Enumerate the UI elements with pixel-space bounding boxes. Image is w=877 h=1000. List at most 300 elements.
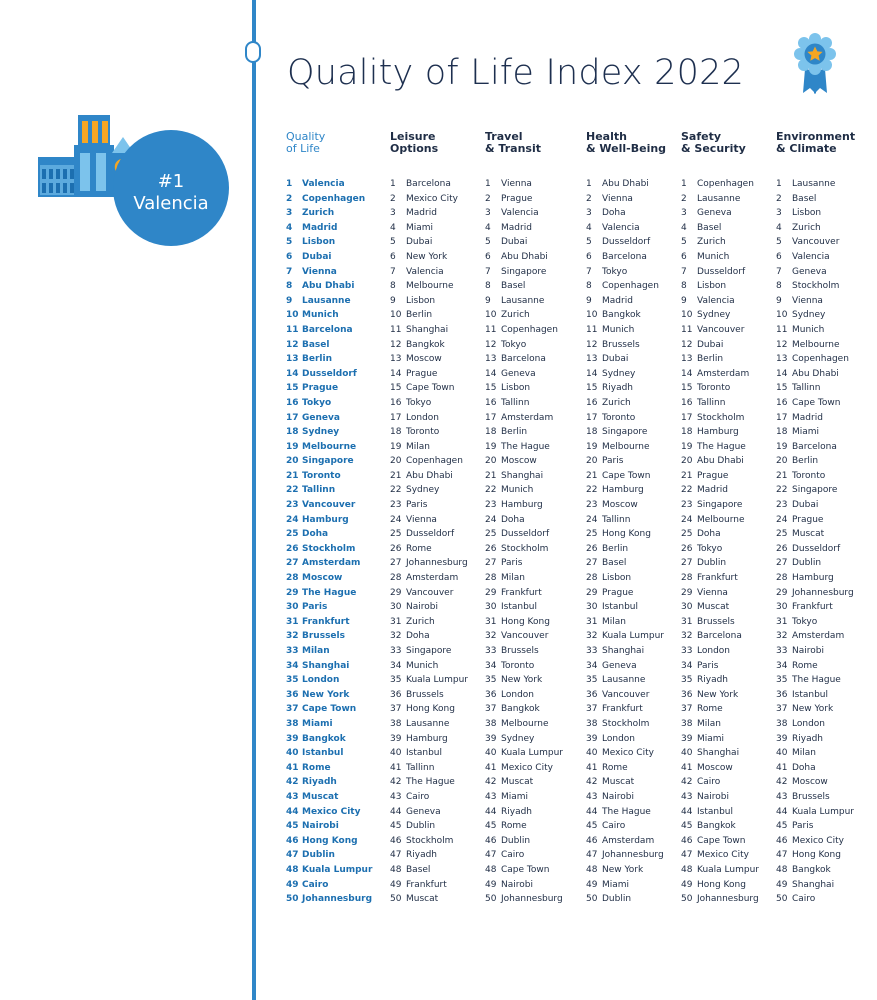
- rank-number: 1: [485, 179, 491, 189]
- rank-number: 20: [390, 456, 402, 467]
- city-name: Copenhagen: [501, 324, 558, 335]
- rank-number: 22: [485, 485, 497, 496]
- rank-number: 5: [586, 237, 592, 248]
- ranking-row: [586, 338, 686, 353]
- rank-number: 24: [485, 514, 497, 525]
- city-name: Berlin: [501, 427, 528, 438]
- city-name: Milan: [697, 718, 721, 729]
- ranking-row: [681, 717, 781, 732]
- ranking-row: [485, 221, 585, 236]
- city-name: Abu Dhabi: [501, 251, 548, 262]
- ranking-row: [485, 673, 585, 688]
- ranking-row: [390, 615, 490, 630]
- column-health-well-being: [586, 131, 686, 907]
- city-name: Abu Dhabi: [602, 179, 649, 189]
- column-heading: Environment & Climate: [776, 130, 856, 155]
- ranking-row: [390, 878, 490, 893]
- city-name: Cairo: [697, 777, 721, 788]
- rank-number: 38: [776, 718, 788, 729]
- city-name: Basel: [406, 864, 431, 875]
- city-name: Basel: [501, 281, 526, 292]
- city-name: Munich: [602, 324, 635, 335]
- ranking-row: [776, 717, 876, 732]
- rank-number: 21: [776, 470, 788, 481]
- ranking-row: [681, 352, 781, 367]
- rank-number: 6: [286, 251, 293, 262]
- city-name: Tokyo: [792, 616, 818, 627]
- ranking-row: [485, 381, 585, 396]
- city-name: Istanbul: [697, 806, 734, 817]
- city-name: New York: [697, 689, 739, 700]
- rank-number: 13: [485, 354, 497, 365]
- award-ribbon-icon: [790, 33, 840, 95]
- ranking-row: [586, 761, 686, 776]
- rank-number: 15: [681, 383, 693, 394]
- ranking-row: [286, 411, 386, 426]
- rank-number: 22: [286, 485, 299, 496]
- city-name: Muscat: [602, 777, 635, 788]
- ranking-row: [286, 892, 386, 907]
- rank-number: 26: [286, 543, 299, 554]
- ranking-row: [586, 892, 686, 907]
- rank-number: 7: [485, 266, 491, 277]
- ranking-row: [390, 221, 490, 236]
- rank-number: 48: [681, 864, 693, 875]
- city-name: Berlin: [792, 456, 819, 467]
- rank-number: 17: [286, 412, 299, 423]
- ranking-row: [286, 878, 386, 893]
- city-name: Sydney: [792, 310, 826, 321]
- rank-number: 46: [485, 835, 497, 846]
- ranking-row: [586, 425, 686, 440]
- city-name: Tokyo: [602, 266, 628, 277]
- city-name: Istanbul: [501, 602, 538, 613]
- city-name: Miami: [697, 733, 725, 744]
- ranking-row: [586, 775, 686, 790]
- column-heading: Leisure Options: [390, 130, 439, 155]
- rank-number: 22: [390, 485, 402, 496]
- ranking-row: [390, 513, 490, 528]
- rank-number: 48: [586, 864, 598, 875]
- ranking-row: [681, 338, 781, 353]
- rank-number: 46: [586, 835, 598, 846]
- city-name: The Hague: [792, 675, 841, 686]
- ranking-row: [485, 790, 585, 805]
- ranking-row: [586, 411, 686, 426]
- ranking-row: [390, 688, 490, 703]
- city-name: Bangkok: [792, 864, 831, 875]
- city-name: Zurich: [697, 237, 726, 248]
- ranking-row: [390, 294, 490, 309]
- ranking-row: [586, 513, 686, 528]
- city-name: Abu Dhabi: [302, 281, 355, 292]
- city-name: Paris: [302, 602, 328, 613]
- rank-number: 46: [286, 835, 299, 846]
- rank-number: 8: [776, 281, 782, 292]
- ranking-row: [286, 425, 386, 440]
- rank-number: 15: [586, 383, 598, 394]
- ranking-row: [681, 892, 781, 907]
- rank-number: 49: [485, 879, 497, 890]
- ranking-row: [485, 498, 585, 513]
- ranking-row: [485, 206, 585, 221]
- rank-number: 23: [485, 500, 497, 511]
- ranking-row: [390, 279, 490, 294]
- city-name: Amsterdam: [302, 558, 361, 569]
- rank-number: 38: [586, 718, 598, 729]
- ranking-row: [681, 746, 781, 761]
- city-name: Bangkok: [406, 339, 445, 350]
- rank-number: 18: [286, 427, 299, 438]
- ranking-row: [776, 250, 876, 265]
- city-name: Sydney: [406, 485, 440, 496]
- city-name: Tallinn: [602, 514, 631, 525]
- ranking-row: [286, 629, 386, 644]
- ranking-row: [681, 265, 781, 280]
- ranking-row: [485, 294, 585, 309]
- ranking-row: [586, 732, 686, 747]
- city-name: Melbourne: [697, 514, 745, 525]
- city-name: Vancouver: [602, 689, 650, 700]
- ranking-list: [390, 177, 490, 907]
- ranking-row: [286, 352, 386, 367]
- ranking-list: [776, 177, 876, 907]
- ranking-row: [390, 834, 490, 849]
- city-name: Riyadh: [602, 383, 634, 394]
- ranking-row: [485, 761, 585, 776]
- city-name: Prague: [697, 470, 729, 481]
- city-name: Basel: [302, 339, 330, 350]
- city-name: Hamburg: [792, 573, 834, 584]
- rank-number: 23: [681, 500, 693, 511]
- city-name: Stockholm: [792, 281, 840, 292]
- ranking-row: [485, 308, 585, 323]
- rank-number: 9: [776, 295, 782, 306]
- rank-number: 34: [776, 660, 788, 671]
- city-name: Amsterdam: [602, 835, 655, 846]
- rank-number: 46: [390, 835, 402, 846]
- city-name: Singapore: [302, 456, 354, 467]
- city-name: Munich: [792, 324, 825, 335]
- ranking-row: [776, 177, 876, 192]
- ranking-row: [681, 527, 781, 542]
- rank-number: 1: [681, 179, 687, 189]
- city-name: Melbourne: [302, 441, 357, 452]
- city-name: Berlin: [406, 310, 433, 321]
- rank-number: 2: [681, 193, 687, 204]
- rank-number: 29: [286, 587, 299, 598]
- rank-number: 44: [286, 806, 299, 817]
- rank-number: 18: [586, 427, 598, 438]
- rank-number: 17: [586, 412, 598, 423]
- top-city-name: Valencia: [133, 193, 209, 214]
- rank-number: 14: [390, 368, 402, 379]
- rank-number: 24: [286, 514, 299, 525]
- rank-number: 16: [776, 397, 788, 408]
- ranking-row: [286, 848, 386, 863]
- city-name: Tokyo: [302, 397, 332, 408]
- city-name: Munich: [302, 310, 339, 321]
- rank-number: 46: [681, 835, 693, 846]
- city-name: Moscow: [501, 456, 537, 467]
- ranking-row: [485, 323, 585, 338]
- ranking-row: [776, 352, 876, 367]
- ranking-list: [586, 177, 686, 907]
- city-name: Hamburg: [697, 427, 739, 438]
- city-name: Dublin: [406, 821, 436, 832]
- city-name: Geneva: [697, 208, 732, 219]
- city-name: Istanbul: [792, 689, 829, 700]
- ranking-row: [390, 775, 490, 790]
- city-name: Bangkok: [602, 310, 641, 321]
- rank-number: 30: [776, 602, 788, 613]
- rank-number: 43: [390, 791, 402, 802]
- ranking-row: [681, 367, 781, 382]
- rank-number: 4: [681, 222, 687, 233]
- ranking-row: [586, 265, 686, 280]
- rank-number: 30: [390, 602, 402, 613]
- city-name: Muscat: [697, 602, 730, 613]
- city-name: Milan: [302, 646, 330, 656]
- city-name: Madrid: [406, 208, 437, 219]
- ranking-row: [286, 513, 386, 528]
- ranking-row: [485, 659, 585, 674]
- ranking-row: [390, 717, 490, 732]
- city-name: Shanghai: [792, 879, 835, 890]
- city-name: Barcelona: [406, 179, 451, 189]
- rank-number: 42: [681, 777, 693, 788]
- city-name: Paris: [792, 821, 814, 832]
- rank-number: 14: [776, 368, 788, 379]
- ranking-row: [776, 425, 876, 440]
- ranking-row: [485, 177, 585, 192]
- rank-number: 49: [681, 879, 693, 890]
- city-name: Melbourne: [602, 441, 650, 452]
- ranking-row: [286, 367, 386, 382]
- ranking-row: [681, 644, 781, 659]
- city-name: Cape Town: [501, 864, 550, 875]
- rank-number: 39: [390, 733, 402, 744]
- rank-number: 13: [586, 354, 598, 365]
- ranking-row: [776, 265, 876, 280]
- ranking-row: [286, 702, 386, 717]
- city-name: The Hague: [501, 441, 550, 452]
- city-name: Brussels: [302, 631, 345, 642]
- city-name: Shanghai: [302, 660, 350, 671]
- rank-number: 28: [390, 573, 402, 584]
- city-name: Zurich: [792, 222, 821, 233]
- ranking-row: [485, 878, 585, 893]
- ranking-row: [390, 746, 490, 761]
- ranking-row: [681, 556, 781, 571]
- ranking-row: [681, 732, 781, 747]
- rank-number: 14: [485, 368, 497, 379]
- ranking-row: [286, 775, 386, 790]
- city-name: New York: [792, 704, 834, 715]
- rank-number: 24: [390, 514, 402, 525]
- ranking-row: [586, 790, 686, 805]
- city-name: Doha: [602, 208, 626, 219]
- rank-number: 28: [681, 573, 693, 584]
- ranking-row: [286, 206, 386, 221]
- ranking-row: [776, 323, 876, 338]
- rank-number: 35: [586, 675, 598, 686]
- ranking-row: [286, 498, 386, 513]
- city-name: Frankfurt: [406, 879, 447, 890]
- ranking-row: [586, 659, 686, 674]
- ranking-row: [681, 308, 781, 323]
- ranking-row: [390, 527, 490, 542]
- city-name: Tallinn: [501, 397, 530, 408]
- rank-number: 31: [485, 616, 497, 627]
- city-name: Muscat: [501, 777, 534, 788]
- rank-number: 21: [485, 470, 497, 481]
- ranking-row: [776, 469, 876, 484]
- ranking-row: [485, 892, 585, 907]
- rank-number: 12: [390, 339, 402, 350]
- city-name: Madrid: [792, 412, 823, 423]
- city-name: Nairobi: [602, 791, 634, 802]
- ranking-row: [681, 250, 781, 265]
- city-name: Miami: [602, 879, 630, 890]
- city-name: Dubai: [792, 500, 819, 511]
- ranking-row: [586, 483, 686, 498]
- rank-number: 42: [586, 777, 598, 788]
- city-name: Shanghai: [697, 748, 740, 759]
- ranking-row: [485, 483, 585, 498]
- ranking-row: [681, 513, 781, 528]
- rank-number: 9: [286, 295, 293, 306]
- city-name: Cape Town: [302, 704, 357, 715]
- rank-number: 26: [390, 543, 402, 554]
- city-name: Kuala Lumpur: [602, 631, 664, 642]
- column-quality-of-life: [286, 131, 386, 907]
- ranking-row: [681, 688, 781, 703]
- ranking-row: [776, 586, 876, 601]
- city-name: Muscat: [302, 791, 339, 802]
- city-name: Hong Kong: [501, 616, 550, 627]
- ranking-row: [485, 352, 585, 367]
- rank-number: 32: [681, 631, 693, 642]
- city-name: Valencia: [406, 266, 444, 277]
- rank-number: 50: [286, 894, 299, 905]
- city-name: Geneva: [792, 266, 827, 277]
- rank-number: 42: [286, 777, 299, 788]
- city-name: Milan: [792, 748, 816, 759]
- city-name: Riyadh: [792, 733, 824, 744]
- city-name: Tokyo: [501, 339, 527, 350]
- ranking-row: [390, 644, 490, 659]
- rank-number: 40: [681, 748, 693, 759]
- city-name: Toronto: [697, 383, 731, 394]
- city-name: New York: [602, 864, 644, 875]
- rank-number: 14: [286, 368, 299, 379]
- city-name: Miami: [406, 222, 434, 233]
- rank-number: 5: [390, 237, 396, 248]
- rank-number: 20: [776, 456, 788, 467]
- rank-number: 31: [286, 616, 299, 627]
- city-name: Riyadh: [302, 777, 337, 788]
- rank-number: 24: [586, 514, 598, 525]
- city-name: Vienna: [501, 179, 532, 189]
- city-name: Stockholm: [697, 412, 745, 423]
- rank-number: 12: [286, 339, 299, 350]
- rank-number: 18: [485, 427, 497, 438]
- column-environment-climate: [776, 131, 876, 907]
- ranking-row: [286, 819, 386, 834]
- city-name: Abu Dhabi: [697, 456, 744, 467]
- rank-number: 10: [681, 310, 693, 321]
- city-name: London: [501, 689, 534, 700]
- rank-number: 48: [776, 864, 788, 875]
- ranking-row: [586, 805, 686, 820]
- ranking-row: [286, 440, 386, 455]
- ranking-row: [681, 790, 781, 805]
- city-name: Hong Kong: [697, 879, 746, 890]
- city-name: Dusseldorf: [792, 543, 841, 554]
- city-name: Moscow: [406, 354, 442, 365]
- rank-number: 39: [776, 733, 788, 744]
- ranking-row: [776, 483, 876, 498]
- ranking-row: [485, 717, 585, 732]
- rank-number: 47: [390, 850, 402, 861]
- rank-number: 10: [586, 310, 598, 321]
- rank-number: 34: [586, 660, 598, 671]
- ranking-row: [681, 761, 781, 776]
- rank-number: 21: [586, 470, 598, 481]
- rank-number: 40: [586, 748, 598, 759]
- city-name: Vienna: [406, 514, 437, 525]
- rank-number: 2: [586, 193, 592, 204]
- rank-number: 41: [776, 762, 788, 773]
- city-name: Doha: [302, 529, 329, 540]
- ranking-row: [776, 381, 876, 396]
- city-name: Copenhagen: [792, 354, 849, 365]
- ranking-row: [286, 615, 386, 630]
- ranking-row: [286, 527, 386, 542]
- rank-number: 36: [390, 689, 402, 700]
- ranking-row: [286, 863, 386, 878]
- rank-number: 3: [586, 208, 592, 219]
- city-name: Hong Kong: [792, 850, 841, 861]
- rank-number: 6: [681, 251, 687, 262]
- rank-number: 41: [586, 762, 598, 773]
- rank-number: 11: [286, 324, 299, 335]
- city-name: Paris: [697, 660, 719, 671]
- rank-number: 49: [286, 879, 299, 890]
- rank-number: 28: [776, 573, 788, 584]
- ranking-row: [586, 819, 686, 834]
- ranking-row: [286, 235, 386, 250]
- ranking-row: [286, 556, 386, 571]
- city-name: Cape Town: [697, 835, 746, 846]
- city-name: Nairobi: [302, 821, 339, 832]
- city-name: Stockholm: [602, 718, 650, 729]
- ranking-row: [586, 834, 686, 849]
- city-name: Madrid: [302, 222, 338, 233]
- city-name: Munich: [406, 660, 439, 671]
- ranking-row: [485, 192, 585, 207]
- rank-number: 4: [586, 222, 592, 233]
- ranking-row: [681, 819, 781, 834]
- city-name: Geneva: [602, 660, 637, 671]
- rank-number: 49: [390, 879, 402, 890]
- rank-number: 15: [776, 383, 788, 394]
- rank-number: 21: [681, 470, 693, 481]
- rank-number: 20: [485, 456, 497, 467]
- ranking-row: [586, 556, 686, 571]
- ranking-row: [776, 513, 876, 528]
